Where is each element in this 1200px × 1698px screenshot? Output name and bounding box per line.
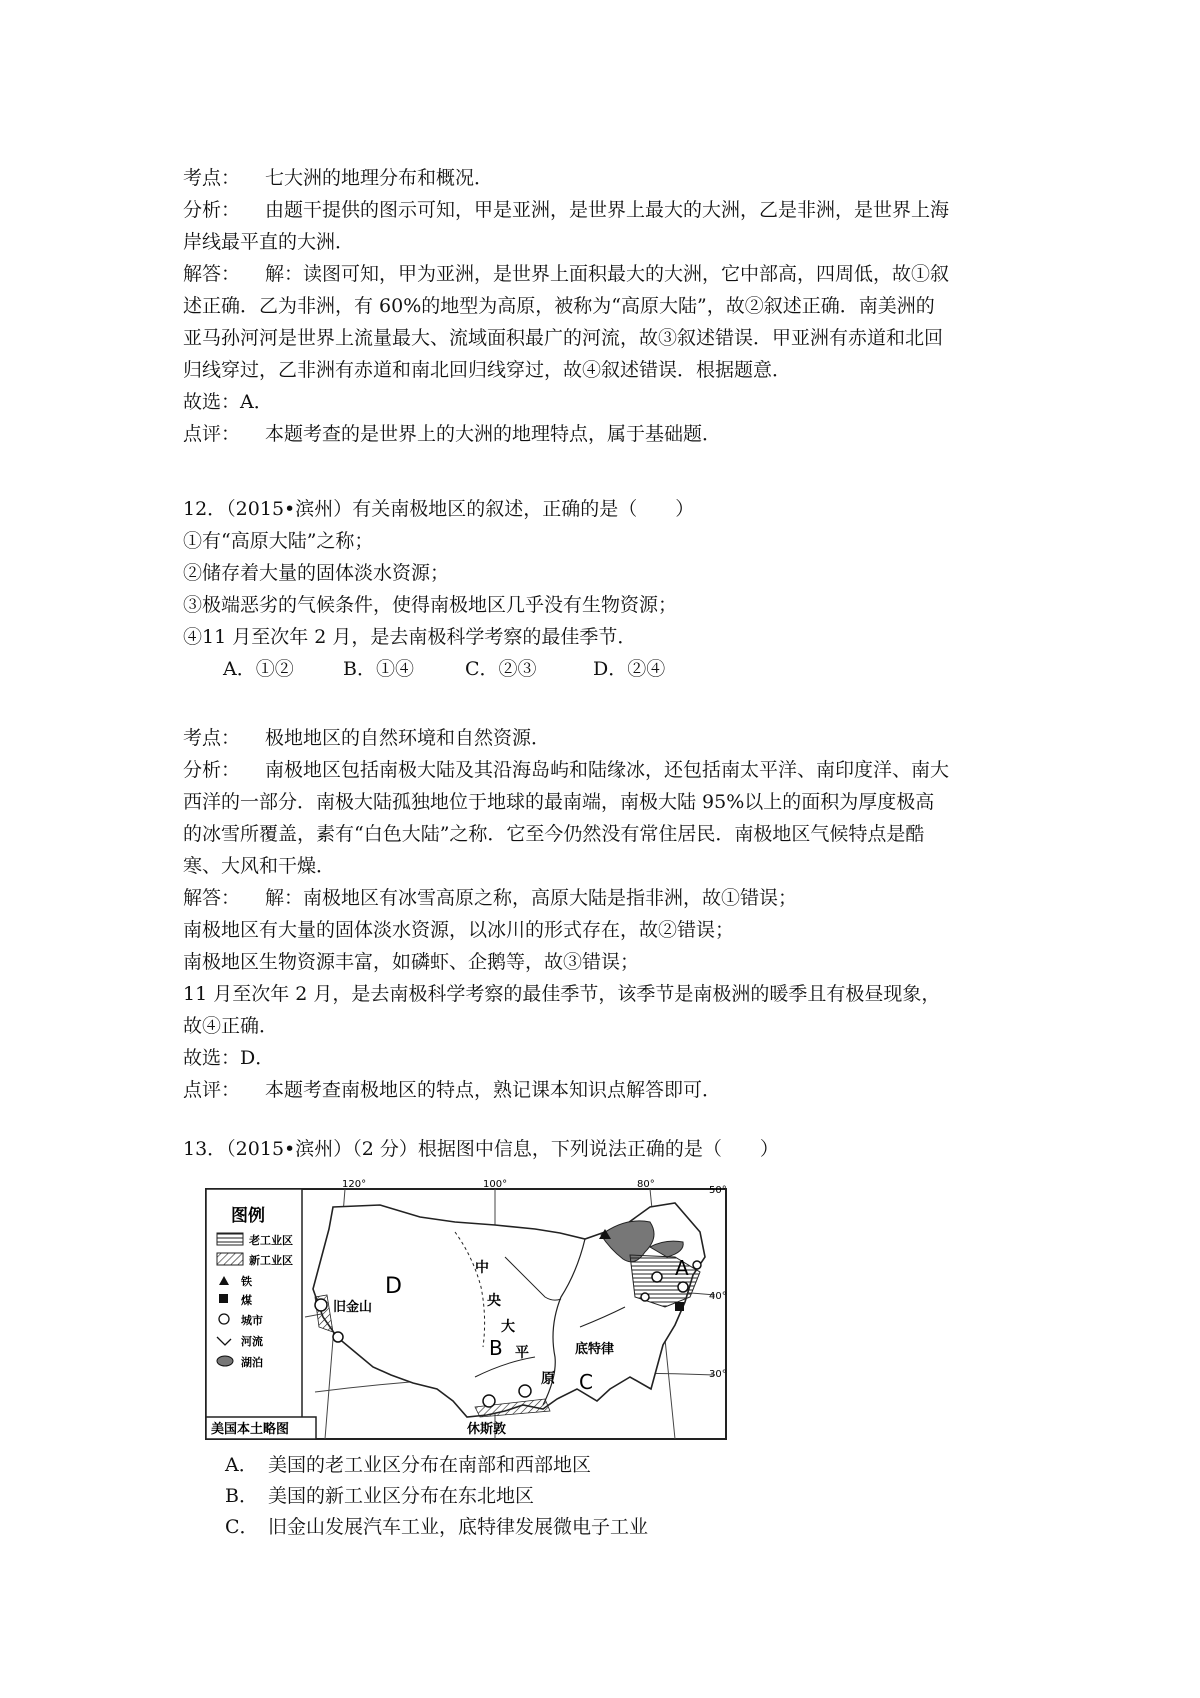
region-a: A <box>675 1256 689 1280</box>
plain-char-2: 央 <box>487 1293 501 1309</box>
legend-lake-icon <box>217 1356 233 1366</box>
q11-jieda: 解答： 解：读图可知，甲为亚洲，是世界上面积最大的大洲，它中部高，四周低，故①叙 <box>183 263 950 285</box>
q13-stem: 13．（2015•滨州）（2 分）根据图中信息，下列说法正确的是（ ） <box>183 1138 779 1160</box>
city-chicago <box>641 1293 649 1301</box>
q12-option-a: A．①② <box>223 658 294 680</box>
city-new-orleans <box>519 1385 531 1397</box>
q13-option-c: C． 旧金山发展汽车工业，底特律发展微电子工业 <box>225 1516 649 1538</box>
q11-jieda-4: 归线穿过，乙非洲有赤道和南北回归线穿过，故④叙述错误．根据题意． <box>183 359 792 381</box>
lat-50: 50° <box>709 1185 727 1196</box>
q11-jieda-2: 述正确．乙为非洲，有 60%的地型为高原，被称为“高原大陆”，故②叙述正确．南美洲的 <box>183 295 935 317</box>
legend-city: 城市 <box>241 1314 263 1327</box>
q12-statement-3: ③极端恶劣的气候条件，使得南极地区几乎没有生物资源； <box>183 594 678 616</box>
city-new-york <box>693 1261 701 1269</box>
city-label-detroit: 底特律 <box>575 1342 615 1357</box>
q12-option-c: C．②③ <box>465 658 537 680</box>
city-houston <box>483 1395 495 1407</box>
lon-120: 120° <box>342 1179 367 1190</box>
q11-fenxi: 分析： 由题干提供的图示可知，甲是亚洲，是世界上最大的大洲，乙是非洲，是世界上海 <box>183 199 950 221</box>
q12-options <box>223 653 665 685</box>
lon-80: 80° <box>637 1179 655 1190</box>
q12-fenxi-4: 寒、大风和干燥． <box>183 855 336 877</box>
legend-city-icon <box>219 1314 229 1324</box>
q12-statement-1: ①有“高原大陆”之称； <box>183 530 374 552</box>
q13-option-a: A． 美国的老工业区分布在南部和西部地区 <box>225 1454 592 1476</box>
q11-guxuan: 故选：A． <box>183 391 273 413</box>
q12-fenxi: 分析： 南极地区包括南极大陆及其沿海岛屿和陆缘冰，还包括南太平洋、南印度洋、南大 <box>183 759 950 781</box>
legend-new-industrial: 新工业区 <box>249 1254 293 1267</box>
q12-jieda-3: 南极地区生物资源丰富，如磷虾、企鹅等，故③错误； <box>183 951 640 973</box>
city-san-francisco <box>315 1299 327 1311</box>
q12-fenxi-2: 西洋的一部分．南极大陆孤独地位于地球的最南端，南极大陆 95%以上的面积为厚度极高 <box>183 791 935 813</box>
legend-old-industrial: 老工业区 <box>249 1234 293 1247</box>
legend-lake: 湖泊 <box>241 1356 263 1369</box>
q11-jieda-3: 亚马孙河河是世界上流量最大、流域面积最广的河流，故③叙述错误．甲亚洲有赤道和北回 <box>183 327 944 349</box>
q13-option-b: B． 美国的新工业区分布在东北地区 <box>225 1485 535 1507</box>
q12-option-d: D．②④ <box>593 658 666 680</box>
q12-jieda-5: 故④正确． <box>183 1015 279 1037</box>
coal-symbol <box>675 1302 684 1311</box>
map-caption: 美国本土略图 <box>211 1422 290 1437</box>
legend-coal: 煤 <box>241 1294 252 1307</box>
q12-jieda: 解答： 解：南极地区有冰雪高原之称，高原大陆是指非洲，故①错误； <box>183 887 798 909</box>
legend-coal-icon <box>219 1294 228 1303</box>
q12-fenxi-3: 的冰雪所覆盖，素有“白色大陆”之称．它至今仍然没有常住居民．南极地区气候特点是酷 <box>183 823 925 845</box>
q11-kaodian: 考点： 七大洲的地理分布和概况． <box>183 167 494 189</box>
lat-30: 30° <box>709 1369 727 1380</box>
q12-guxuan: 故选：D． <box>183 1047 275 1069</box>
legend-iron: 铁 <box>241 1275 252 1288</box>
q11-dianping: 点评： 本题考查的是世界上的大洲的地理特点，属于基础题． <box>183 423 722 445</box>
region-d: D <box>385 1274 402 1299</box>
q12-jieda-2: 南极地区有大量的固体淡水资源，以冰川的形式存在，故②错误； <box>183 919 735 941</box>
q12-statement-2: ②储存着大量的固体淡水资源； <box>183 562 450 584</box>
plain-char-5: 原 <box>541 1371 555 1387</box>
q12-jieda-4: 11 月至次年 2 月，是去南极科学考察的最佳季节，该季节是南极洲的暖季且有极昼现象， <box>183 983 941 1005</box>
plain-char-1: 中 <box>475 1260 489 1276</box>
city-pittsburgh <box>678 1282 688 1292</box>
q12-statement-4: ④11 月至次年 2 月，是去南极科学考察的最佳季节． <box>183 626 637 648</box>
legend-title: 图例 <box>231 1206 265 1226</box>
region-b: B <box>489 1336 503 1360</box>
city-los-angeles <box>333 1332 343 1342</box>
plain-char-3: 大 <box>501 1319 515 1335</box>
legend-river: 河流 <box>241 1335 263 1348</box>
q12-kaodian: 考点： 极地地区的自然环境和自然资源． <box>183 727 551 749</box>
q12-option-b: B．①④ <box>343 658 414 680</box>
plain-char-4: 平 <box>515 1345 529 1361</box>
city-label-houston: 休斯敦 <box>467 1422 507 1437</box>
city-detroit <box>652 1272 662 1282</box>
lat-40: 40° <box>709 1291 727 1302</box>
q12-stem: 12．（2015•滨州）有关南极地区的叙述，正确的是（ ） <box>183 498 695 520</box>
region-c: C <box>579 1370 593 1394</box>
q11-fenxi-2: 岸线最平直的大洲． <box>183 231 355 253</box>
lon-100: 100° <box>483 1179 508 1190</box>
city-label-san-francisco: 旧金山 <box>333 1300 373 1315</box>
usa-map-figure <box>205 1177 735 1441</box>
q12-dianping: 点评： 本题考查南极地区的特点，熟记课本知识点解答即可． <box>183 1079 722 1101</box>
